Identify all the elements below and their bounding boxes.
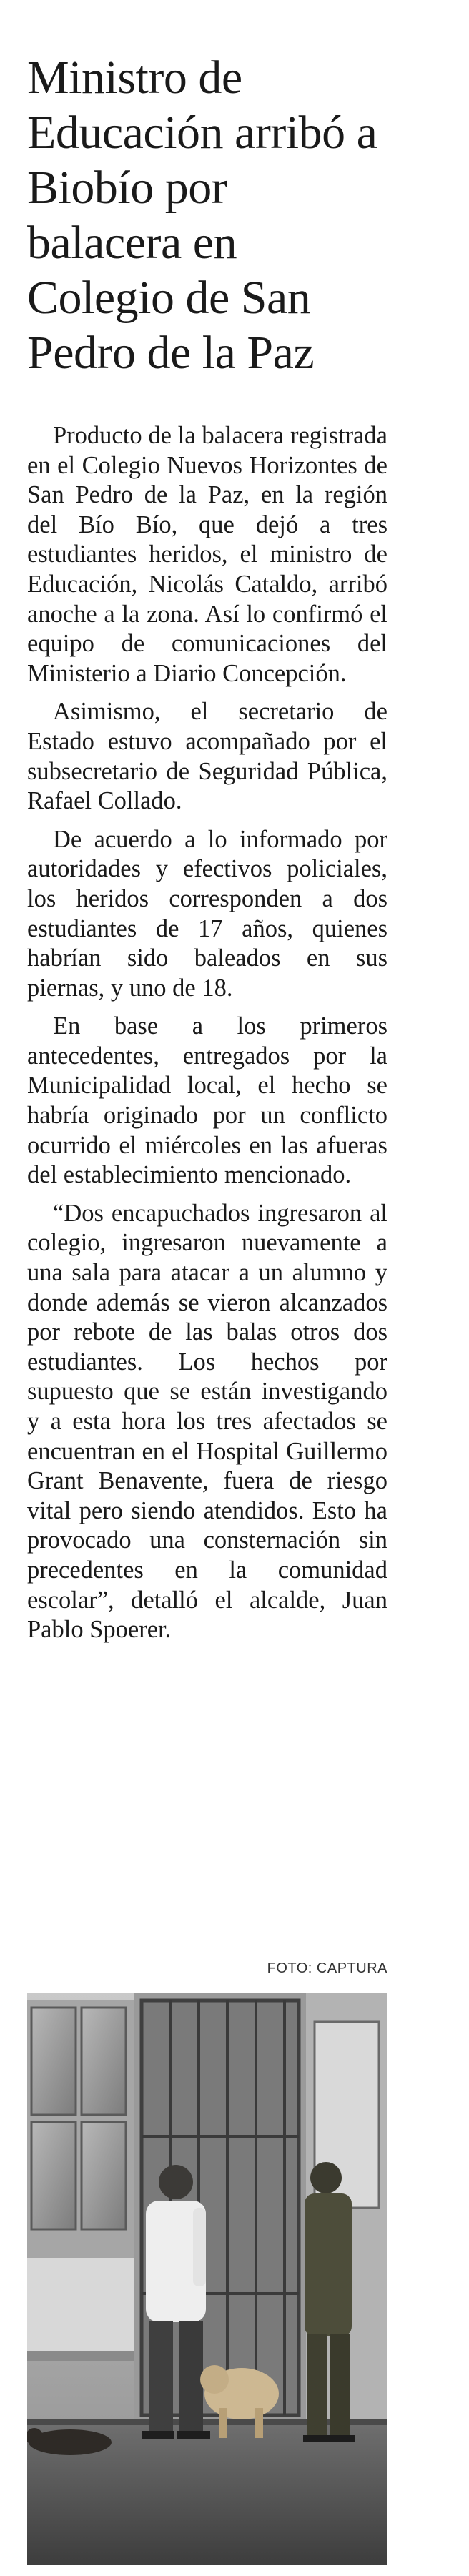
article-body — [27, 421, 387, 1645]
article-paragraph-5: “Dos encapuchados ingresaron al colegio, ingresaron nuevamente a una sala para atacar a un alumno y donde además se vieron alcanzados por rebote de las balas otros dos estudiantes. Los hechos por supuesto que se están investigando y a esta hora los tres afectados se encuentran en el Hospital Guillermo Grant Benavente, fuera de riesgo vital pero siendo atendidos. Esto ha provocado una consternación sin precedentes en la comunidad escolar”, detalló el alcalde, Juan Pablo Spoerer. — [27, 1199, 387, 1644]
article-paragraph-2: Asimismo, el secretario de Estado estuvo acompañado por el subsecretario de Seguridad Pública, Rafael Collado. — [27, 698, 387, 815]
article-paragraph-1: Producto de la balacera registrada en el Colegio Nuevos Horizontes de San Pedro de la Paz, en la región del Bío Bío, que dejó a tres estudiantes heridos, el ministro de Educación, Nicolás Cataldo, arribó anoche a la zona. Así lo confirmó el equipo de comunicaciones del Ministerio a Diario Concepción. — [27, 422, 387, 687]
article-headline: Ministro de Educación arribó a Biobío por balacera en Colegio de San Pedro de la Paz — [27, 51, 377, 379]
article-paragraph-4: En base a los primeros antecedentes, entregados por la Municipalidad local, el hecho se habría originado por un conflicto ocurrido el miércoles en las afueras del establecimiento mencionado. — [27, 1012, 387, 1189]
photo-block — [27, 1959, 387, 2565]
news-photo — [27, 1993, 387, 2565]
news-article — [27, 50, 387, 1654]
article-paragraph-3: De acuerdo a lo informado por autoridades y efectivos policiales, los heridos corresponden a dos estudiantes de 17 años, quienes habrían sido baleados en sus piernas, y uno de 18. — [27, 825, 387, 1002]
photo-credit: FOTO: CAPTURA — [267, 1960, 387, 1976]
